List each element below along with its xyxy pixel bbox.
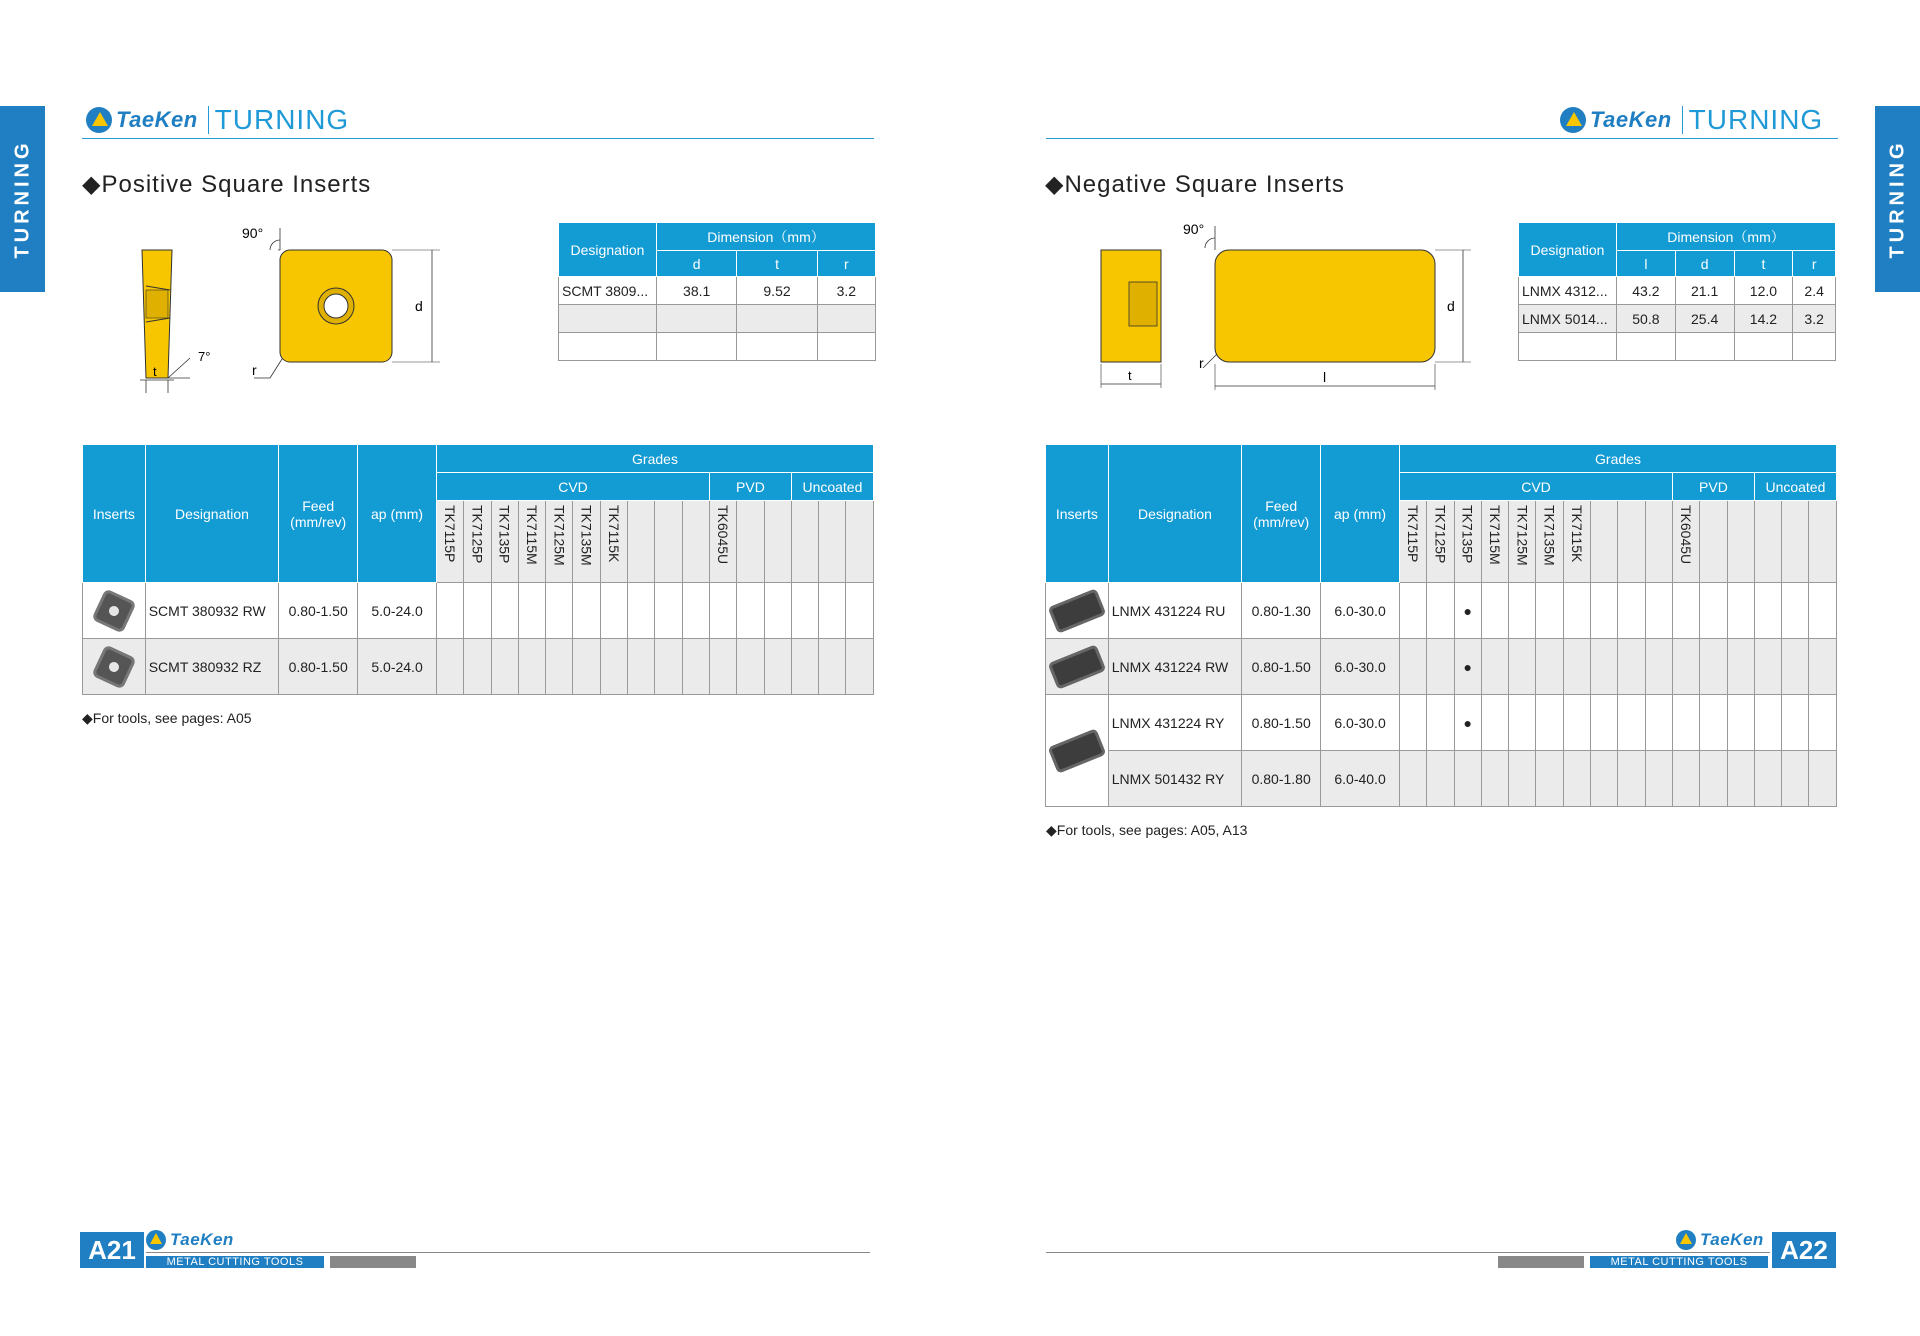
- grade-cell: [819, 583, 846, 639]
- col-designation: Designation: [1108, 445, 1242, 583]
- grade-column-header: [1536, 501, 1563, 583]
- cell-designation: LNMX 431224 RY: [1108, 695, 1242, 751]
- grade-cell: [1509, 751, 1536, 807]
- insert-thumbnail: [91, 644, 136, 689]
- cell-r: 2.4: [1793, 277, 1836, 305]
- col-d: d: [1675, 251, 1734, 277]
- grade-cell: [1700, 639, 1727, 695]
- cell-d: 38.1: [657, 277, 737, 305]
- grade-column-header: [1700, 501, 1727, 583]
- grade-cell: [1509, 639, 1536, 695]
- footer-rule: [146, 1252, 870, 1253]
- grade-cell: [764, 639, 791, 695]
- t-label: t: [1128, 368, 1132, 383]
- table-row: [83, 639, 874, 695]
- grade-cell: [1536, 695, 1563, 751]
- grade-cell: [737, 639, 764, 695]
- grade-column-header: [846, 501, 874, 583]
- footer-grey-bar: [330, 1256, 416, 1268]
- grade-name: TK7125M: [551, 505, 568, 566]
- col-grades: Grades: [1400, 445, 1837, 473]
- logo-text: TaeKen: [1590, 107, 1672, 132]
- r-label: r: [252, 362, 257, 378]
- grade-cell: [546, 583, 573, 639]
- grade-cell: [655, 583, 682, 639]
- insert-image: [83, 583, 146, 639]
- cell-ap: 6.0-40.0: [1321, 751, 1400, 807]
- table-row: [1519, 333, 1836, 361]
- col-uncoated: Uncoated: [1754, 473, 1836, 501]
- cell-feed: 0.80-1.50: [1242, 695, 1321, 751]
- grade-column-header: [600, 501, 627, 583]
- grade-cell: [1618, 583, 1645, 639]
- grade-column-header: [1427, 501, 1454, 583]
- grade-column-header: [819, 501, 846, 583]
- grade-name: TK7135P: [1459, 505, 1476, 564]
- page-number-right: A22: [1772, 1232, 1836, 1268]
- cell-d: 21.1: [1675, 277, 1734, 305]
- grade-cell: [1454, 751, 1481, 807]
- col-ap: ap (mm): [358, 445, 437, 583]
- insert-image: [1046, 583, 1109, 639]
- grade-cell: [1427, 639, 1454, 695]
- col-cvd: CVD: [1400, 473, 1673, 501]
- grade-column-header: [1563, 501, 1590, 583]
- cell-designation: SCMT 380932 RZ: [145, 639, 279, 695]
- table-row: [1519, 277, 1836, 305]
- grade-column-header: [709, 501, 736, 583]
- grade-name: TK7125M: [1514, 505, 1531, 566]
- d-label: d: [1447, 298, 1455, 314]
- col-cvd: CVD: [437, 473, 710, 501]
- grade-cell: [1563, 695, 1590, 751]
- grade-cell: [1536, 583, 1563, 639]
- table-row: [1046, 583, 1837, 639]
- cell-t: 9.52: [737, 277, 817, 305]
- l-label: l: [1323, 369, 1327, 385]
- grade-cell: [1563, 751, 1590, 807]
- grade-cell: [1427, 695, 1454, 751]
- grade-cell: [1618, 639, 1645, 695]
- cell-ap: 6.0-30.0: [1321, 639, 1400, 695]
- grade-cell: [1700, 583, 1727, 639]
- grade-cell: [1481, 751, 1508, 807]
- col-l: l: [1617, 251, 1676, 277]
- grade-cell: [600, 639, 627, 695]
- grade-name: TK7135M: [578, 505, 595, 566]
- grade-cell: [819, 639, 846, 695]
- angle-label: 90°: [1183, 221, 1205, 237]
- table-row: [559, 277, 876, 305]
- grade-name: TK7115P: [442, 505, 459, 563]
- grade-cell: ●: [1454, 583, 1481, 639]
- grade-cell: [1618, 751, 1645, 807]
- grade-name: TK6045U: [715, 505, 732, 565]
- grade-column-header: [1782, 501, 1809, 583]
- logo-icon: [1676, 1230, 1696, 1250]
- col-grades: Grades: [437, 445, 874, 473]
- col-designation: Designation: [1519, 223, 1617, 277]
- grade-cell: ●: [1454, 695, 1481, 751]
- grade-cell: [1672, 583, 1699, 639]
- col-designation: Designation: [145, 445, 279, 583]
- cell-designation: LNMX 4312...: [1519, 277, 1617, 305]
- cell-t: 12.0: [1734, 277, 1793, 305]
- grade-cell: [1509, 695, 1536, 751]
- page-number-left: A21: [80, 1232, 144, 1268]
- grade-column-header: [518, 501, 545, 583]
- grade-cell: [1481, 583, 1508, 639]
- grade-column-header: [1591, 501, 1618, 583]
- col-pvd: PVD: [709, 473, 791, 501]
- cell-ap: 5.0-24.0: [358, 583, 437, 639]
- cell-designation: LNMX 501432 RY: [1108, 751, 1242, 807]
- grade-cell: [1809, 695, 1837, 751]
- cell-l: 43.2: [1617, 277, 1676, 305]
- grade-cell: [628, 639, 655, 695]
- grade-name: TK7135P: [496, 505, 513, 564]
- table-row: [1046, 695, 1837, 751]
- angle-label: 90°: [242, 225, 264, 241]
- cell-feed: 0.80-1.80: [1242, 751, 1321, 807]
- col-feed: Feed (mm/rev): [279, 445, 358, 583]
- grade-cell: [764, 583, 791, 639]
- logo-text: TaeKen: [116, 107, 198, 132]
- col-dimension: Dimension（mm）: [657, 223, 876, 251]
- grade-cell: [1700, 751, 1727, 807]
- insert-image: [1046, 695, 1109, 807]
- grade-cell: [1591, 695, 1618, 751]
- grade-cell: [1672, 751, 1699, 807]
- grade-cell: [1618, 695, 1645, 751]
- cell-ap: 6.0-30.0: [1321, 583, 1400, 639]
- table-row: [559, 305, 876, 333]
- footer-rule: [1046, 1252, 1770, 1253]
- grade-cell: [464, 583, 491, 639]
- grade-cell: [1727, 639, 1754, 695]
- grade-cell: [1782, 583, 1809, 639]
- d-label: d: [415, 298, 423, 314]
- dimension-table-right: [1518, 222, 1836, 361]
- grade-column-header: [1618, 501, 1645, 583]
- grade-cell: [1672, 639, 1699, 695]
- grade-cell: [791, 583, 818, 639]
- grade-cell: [628, 583, 655, 639]
- grade-cell: [1782, 695, 1809, 751]
- page-title-right: ◆Negative Square Inserts: [1045, 171, 1345, 198]
- cell-feed: 0.80-1.50: [279, 639, 358, 695]
- page-title-left: ◆Positive Square Inserts: [82, 171, 372, 198]
- insert-thumbnail: [1047, 644, 1106, 689]
- insert-thumbnail: [91, 588, 136, 633]
- grade-name: TK7115K: [605, 505, 622, 563]
- grade-cell: [1591, 639, 1618, 695]
- footer-grey-bar: [1498, 1256, 1584, 1268]
- grade-column-header: [1509, 501, 1536, 583]
- header-rule: [1046, 138, 1838, 139]
- grade-name: TK7115M: [1487, 505, 1504, 565]
- grade-cell: [573, 583, 600, 639]
- col-pvd: PVD: [1672, 473, 1754, 501]
- grade-cell: [1536, 639, 1563, 695]
- grade-cell: [518, 583, 545, 639]
- grades-table-left: [82, 444, 874, 695]
- grade-column-header: [682, 501, 709, 583]
- grade-cell: [437, 583, 464, 639]
- grades-table-right: [1045, 444, 1837, 807]
- positive-insert-drawing: [130, 218, 460, 393]
- grade-cell: [1591, 583, 1618, 639]
- grade-cell: [1400, 751, 1427, 807]
- grade-column-header: [1672, 501, 1699, 583]
- grade-column-header: [1400, 501, 1427, 583]
- grade-cell: [1400, 583, 1427, 639]
- col-t: t: [1734, 251, 1793, 277]
- grade-cell: [1809, 639, 1837, 695]
- grade-cell: [464, 639, 491, 695]
- logo-icon: [86, 107, 112, 133]
- negative-insert-drawing: [1095, 218, 1490, 393]
- grade-column-header: [491, 501, 518, 583]
- grade-cell: [1727, 695, 1754, 751]
- grade-cell: [1809, 751, 1837, 807]
- col-t: t: [737, 251, 817, 277]
- grade-cell: [1754, 751, 1781, 807]
- cell-l: 50.8: [1617, 305, 1676, 333]
- cell-feed: 0.80-1.50: [279, 583, 358, 639]
- grade-cell: [1727, 583, 1754, 639]
- grade-column-header: [1809, 501, 1837, 583]
- insert-thumbnail: [1047, 728, 1106, 773]
- grade-cell: [518, 639, 545, 695]
- grade-cell: [573, 639, 600, 695]
- grade-cell: [846, 639, 874, 695]
- grade-cell: [437, 639, 464, 695]
- grade-column-header: [655, 501, 682, 583]
- grade-name: TK7125P: [469, 505, 486, 564]
- brand-logo: [1560, 107, 1672, 133]
- cell-r: 3.2: [1793, 305, 1836, 333]
- grade-cell: [1400, 639, 1427, 695]
- col-uncoated: Uncoated: [791, 473, 873, 501]
- grade-cell: [1563, 583, 1590, 639]
- grade-cell: [1427, 751, 1454, 807]
- side-tab-right: [1875, 106, 1920, 292]
- grade-column-header: [1727, 501, 1754, 583]
- logo-icon: [146, 1230, 166, 1250]
- footer-tagline-left: METAL CUTTING TOOLS: [146, 1256, 324, 1268]
- col-r: r: [1793, 251, 1836, 277]
- grade-cell: [791, 639, 818, 695]
- grade-name: TK7125P: [1432, 505, 1449, 564]
- table-row: [1519, 305, 1836, 333]
- grade-name: TK7135M: [1541, 505, 1558, 566]
- grade-cell: [737, 583, 764, 639]
- grade-cell: [1700, 695, 1727, 751]
- grade-column-header: [573, 501, 600, 583]
- section-title: TURNING: [1688, 104, 1824, 135]
- insert-image: [1046, 639, 1109, 695]
- divider: [208, 106, 209, 134]
- grade-cell: [1645, 751, 1672, 807]
- grade-cell: [1754, 583, 1781, 639]
- grade-cell: [1727, 751, 1754, 807]
- grade-cell: [1427, 583, 1454, 639]
- grade-cell: [1754, 639, 1781, 695]
- footer-tagline-right: METAL CUTTING TOOLS: [1590, 1256, 1768, 1268]
- header-brand-left: [86, 104, 349, 136]
- footer-logo-right: [1676, 1230, 1764, 1250]
- grade-cell: [1481, 639, 1508, 695]
- grade-name: TK7115M: [524, 505, 541, 565]
- table-row: [83, 583, 874, 639]
- footer-logo-left: [146, 1230, 234, 1250]
- grade-name: TK6045U: [1678, 505, 1695, 565]
- grade-name: TK7115P: [1405, 505, 1422, 563]
- grade-column-header: [546, 501, 573, 583]
- cell-feed: 0.80-1.30: [1242, 583, 1321, 639]
- grade-cell: [600, 583, 627, 639]
- col-ap: ap (mm): [1321, 445, 1400, 583]
- grade-cell: [546, 639, 573, 695]
- grade-cell: [1782, 639, 1809, 695]
- grade-column-header: [1454, 501, 1481, 583]
- cell-ap: 5.0-24.0: [358, 639, 437, 695]
- grade-column-header: [464, 501, 491, 583]
- col-designation: Designation: [559, 223, 657, 277]
- header-brand-right: [1560, 104, 1823, 136]
- grade-cell: [1645, 583, 1672, 639]
- logo-icon: [1560, 107, 1586, 133]
- grade-cell: [709, 639, 736, 695]
- grade-cell: [682, 583, 709, 639]
- grade-cell: [1672, 695, 1699, 751]
- grade-cell: [709, 583, 736, 639]
- table-row: [1046, 751, 1837, 807]
- grade-cell: [682, 639, 709, 695]
- col-inserts: Inserts: [1046, 445, 1109, 583]
- section-title: TURNING: [214, 104, 350, 135]
- divider: [1682, 106, 1683, 134]
- col-inserts: Inserts: [83, 445, 146, 583]
- col-r: r: [817, 251, 875, 277]
- cell-ap: 6.0-30.0: [1321, 695, 1400, 751]
- cell-designation: SCMT 3809...: [559, 277, 657, 305]
- cell-designation: SCMT 380932 RW: [145, 583, 279, 639]
- grade-cell: [655, 639, 682, 695]
- t-label: t: [153, 364, 157, 379]
- grade-cell: [1509, 583, 1536, 639]
- cell-designation: LNMX 5014...: [1519, 305, 1617, 333]
- insert-image: [83, 639, 146, 695]
- grade-cell: [846, 583, 874, 639]
- col-d: d: [657, 251, 737, 277]
- col-dimension: Dimension（mm）: [1617, 223, 1836, 251]
- brand-logo: [86, 107, 198, 133]
- cell-feed: 0.80-1.50: [1242, 639, 1321, 695]
- grade-cell: [1754, 695, 1781, 751]
- grade-cell: ●: [1454, 639, 1481, 695]
- grade-cell: [1400, 695, 1427, 751]
- grade-cell: [1481, 695, 1508, 751]
- side-tab-label: TURNING: [1886, 139, 1908, 259]
- grade-column-header: [1645, 501, 1672, 583]
- logo-text: TaeKen: [1700, 1230, 1764, 1249]
- table-row: [1046, 639, 1837, 695]
- cell-designation: LNMX 431224 RU: [1108, 583, 1242, 639]
- grade-name: TK7115K: [1568, 505, 1585, 563]
- grade-cell: [1782, 751, 1809, 807]
- relief-angle-label: 7°: [198, 349, 211, 364]
- grade-cell: [491, 583, 518, 639]
- insert-thumbnail: [1047, 588, 1106, 633]
- grade-cell: [491, 639, 518, 695]
- logo-text: TaeKen: [170, 1230, 234, 1249]
- cell-d: 25.4: [1675, 305, 1734, 333]
- cell-r: 3.2: [817, 277, 875, 305]
- grade-cell: [1536, 751, 1563, 807]
- grade-column-header: [764, 501, 791, 583]
- cell-t: 14.2: [1734, 305, 1793, 333]
- grade-column-header: [1481, 501, 1508, 583]
- cell-designation: LNMX 431224 RW: [1108, 639, 1242, 695]
- r-label: r: [1199, 355, 1204, 371]
- tools-note-left: ◆For tools, see pages: A05: [82, 710, 252, 726]
- grade-cell: [1645, 695, 1672, 751]
- grade-cell: [1563, 639, 1590, 695]
- grade-cell: [1591, 751, 1618, 807]
- grade-column-header: [437, 501, 464, 583]
- col-feed: Feed (mm/rev): [1242, 445, 1321, 583]
- grade-column-header: [791, 501, 818, 583]
- dimension-table-left: [558, 222, 876, 361]
- grade-column-header: [628, 501, 655, 583]
- tools-note-right: ◆For tools, see pages: A05, A13: [1046, 822, 1248, 838]
- table-row: [559, 333, 876, 361]
- grade-cell: [1645, 639, 1672, 695]
- side-tab-left: [0, 106, 45, 292]
- header-rule: [82, 138, 874, 139]
- grade-cell: [1809, 583, 1837, 639]
- grade-column-header: [737, 501, 764, 583]
- grade-column-header: [1754, 501, 1781, 583]
- side-tab-label: TURNING: [11, 139, 33, 259]
